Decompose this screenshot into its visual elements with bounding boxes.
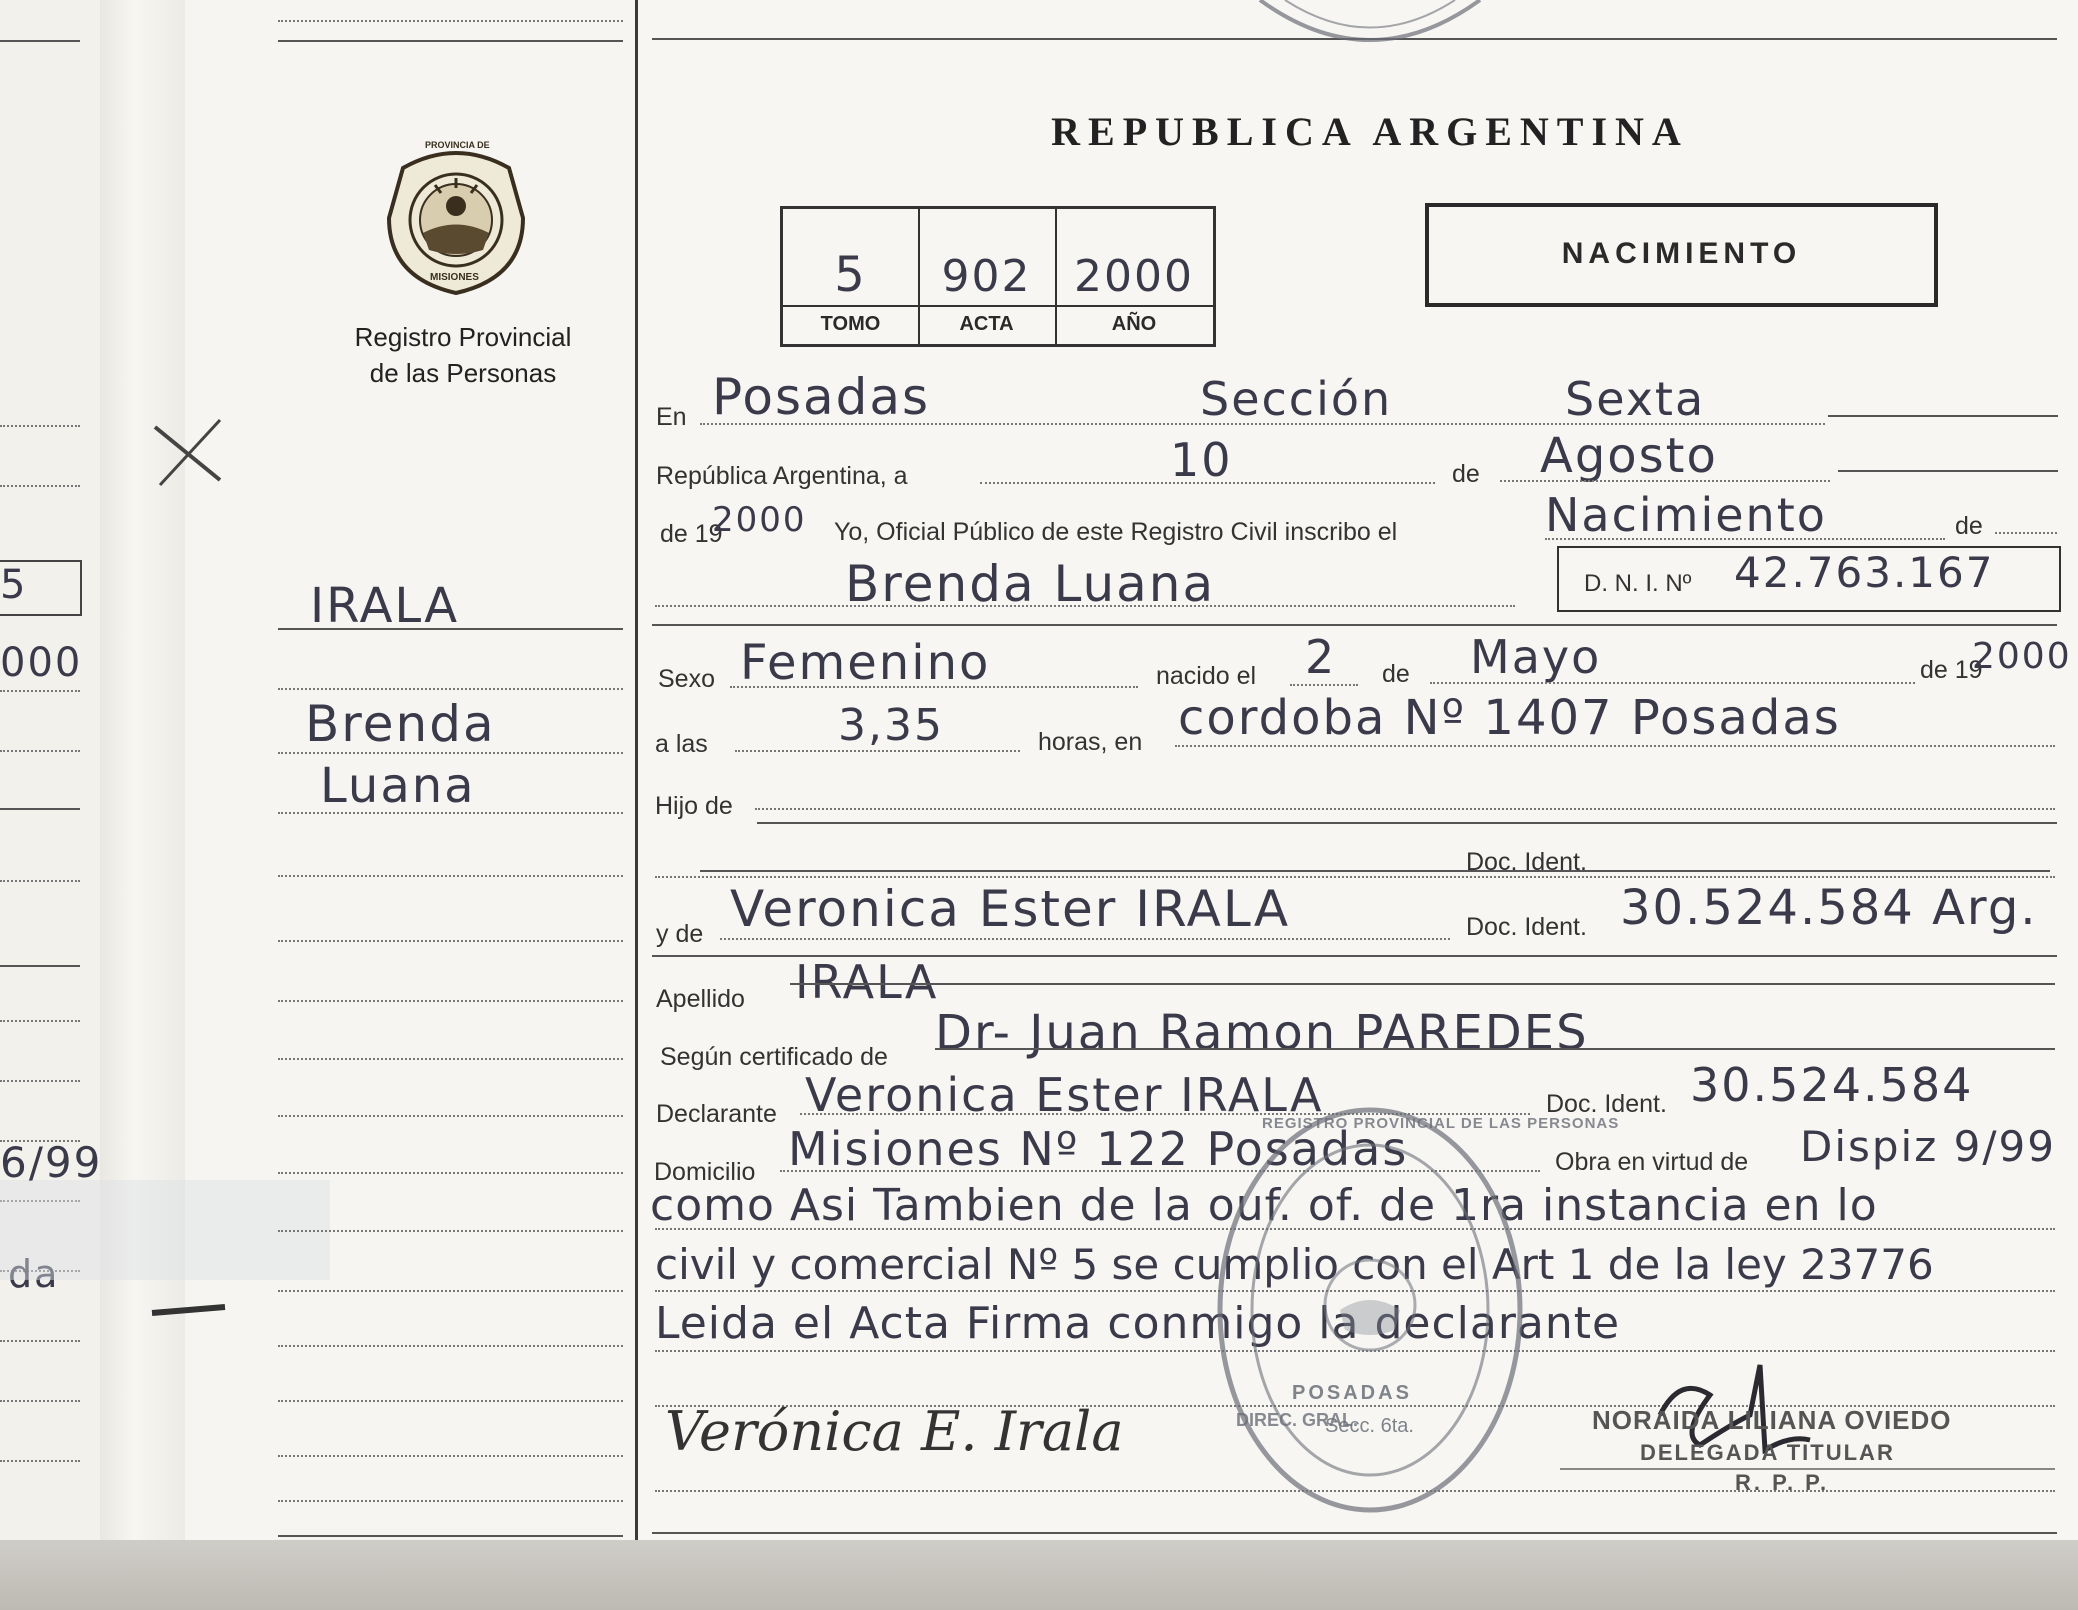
anio-label: AÑO: [1111, 313, 1157, 335]
line-hijo-strike: [757, 822, 2057, 824]
line-hijo: [755, 808, 2055, 810]
yo-text: Yo, Oficial Público de este Registro Civil inscribo el: [834, 518, 1398, 546]
left-lines: [0, 0, 90, 1540]
line-en-end: [1828, 415, 2058, 417]
left-date-fragment: 6/99: [0, 1138, 103, 1187]
section-value: Sexta: [1565, 372, 1706, 426]
left-box-fragment: 5: [0, 562, 28, 608]
day: 10: [1170, 433, 1233, 487]
act-type: Nacimiento: [1545, 488, 1827, 542]
record-box: [780, 206, 1216, 347]
binding-gutter: [100, 0, 185, 1610]
stamp-city: POSADAS: [1292, 1382, 1412, 1404]
country-title: REPUBLICA ARGENTINA: [1051, 109, 1689, 154]
dni-value: 42.763.167: [1734, 548, 1995, 597]
acta-value: 902: [941, 251, 1032, 302]
doc-ident-label-3: Doc. Ident.: [1546, 1090, 1667, 1118]
stamp-ring-left: DIREC. GRAL.: [1236, 1410, 1359, 1430]
obra-value: Dispiz 9/99: [1800, 1122, 2056, 1171]
declarant-signature: Verónica E. Irala: [665, 1400, 1124, 1463]
sexo-label: Sexo: [658, 665, 715, 693]
de-label-1: de: [1452, 460, 1480, 488]
doctor: Dr- Juan Ramon PAREDES: [935, 1005, 1589, 1061]
line-act: [1545, 538, 1945, 540]
line-official: [1560, 1468, 2055, 1470]
line-month-end: [1838, 470, 2058, 472]
y-de-label: y de: [656, 920, 704, 948]
hour: 3,35: [838, 700, 944, 751]
birth-place: cordoba Nº 1407 Posadas: [1178, 690, 1841, 746]
apellido-value: IRALA: [795, 955, 939, 1009]
declarante-doc: 30.524.584: [1690, 1058, 1974, 1112]
apellido-label: Apellido: [656, 985, 745, 1013]
bottom-dots: [655, 1490, 2055, 1492]
divider-1: [652, 624, 2057, 626]
line-apellido: [790, 983, 2055, 985]
de-19-label-2: de 19: [1920, 656, 1983, 684]
line-child: [655, 605, 1515, 607]
official-org: R. P. P.: [1735, 1470, 1830, 1495]
registry-name-2: de las Personas: [369, 358, 557, 388]
seal-text-bottom: MISIONES: [430, 272, 479, 283]
stitch-mark-lower: [150, 1295, 230, 1325]
line-month: [1500, 480, 1830, 482]
section-label: Sección: [1200, 372, 1393, 426]
acta-label: ACTA: [959, 313, 1014, 335]
hijo-label: Hijo de: [655, 792, 733, 820]
line-hijo-2-strike: [700, 870, 2050, 872]
child-name: Brenda Luana: [845, 555, 1216, 613]
segun-label: Según certificado de: [660, 1043, 888, 1071]
anio-value: 2000: [1074, 251, 1194, 302]
mother-doc: 30.524.584 Arg.: [1620, 880, 2038, 936]
nacido-label: nacido el: [1156, 662, 1257, 690]
official-stamp: [1210, 1100, 1530, 1520]
declarante-name: Veronica Ester IRALA: [805, 1068, 1324, 1122]
stub-ruled-lines: [278, 0, 623, 1540]
line-hour: [735, 750, 1020, 752]
stub-given-1: Brenda: [305, 695, 496, 753]
stamp-ring-top: REGISTRO PROVINCIAL DE LAS PERSONAS: [1262, 1115, 1620, 1132]
tomo-label: TOMO: [820, 313, 881, 335]
horas-label: horas, en: [1038, 728, 1143, 756]
stitch-mark: [150, 415, 230, 495]
doc-ident-label-2: Doc. Ident.: [1466, 913, 1587, 941]
domicilio-value: Misiones Nº 122 Posadas: [788, 1122, 1409, 1176]
line-act-end: [1995, 532, 2057, 534]
line-birth-day: [1290, 684, 1358, 686]
mother-name: Veronica Ester IRALA: [730, 880, 1291, 938]
year: 2000: [712, 500, 807, 540]
city: Posadas: [712, 368, 931, 426]
line-place: [1175, 745, 2055, 747]
note-line-2: civil y comercial Nº 5 se cumplio con el Art 1 de la ley 23776: [655, 1240, 1934, 1289]
official-title: DELEGADA TITULAR: [1640, 1440, 1895, 1465]
declarante-label: Declarante: [656, 1100, 777, 1128]
line-sexo: [730, 686, 1138, 688]
registry-name-1: Registro Provincial: [354, 322, 572, 352]
a-las-label: a las: [655, 730, 708, 758]
line-hijo-2: [655, 876, 2055, 878]
de-label-4: de: [1382, 660, 1410, 688]
left-note-fragment: da: [8, 1252, 60, 1296]
line-day: [980, 482, 1435, 484]
line-mother: [720, 938, 1450, 940]
tomo-value: 5: [834, 247, 867, 303]
dni-label: D. N. I. Nº: [1584, 570, 1692, 597]
stub-surname: IRALA: [310, 578, 460, 634]
official-name: NORAIDA LILIANA OVIEDO: [1592, 1405, 1952, 1435]
seal-text-top: PROVINCIA DE: [425, 140, 490, 150]
top-partial-stamp: [1255, 0, 1485, 55]
bottom-rule: [652, 1532, 2057, 1534]
record-type: NACIMIENTO: [1561, 237, 1802, 270]
stamp-section: Secc. 6ta.: [1325, 1415, 1414, 1437]
record-type-box: [1425, 203, 1938, 307]
page-shadow: [0, 1540, 2078, 1610]
de-label-3: de: [1955, 512, 1983, 540]
domicilio-label: Domicilio: [654, 1158, 756, 1186]
republica-label: República Argentina, a: [656, 462, 908, 490]
line-segun: [935, 1048, 2055, 1050]
obra-label: Obra en virtud de: [1555, 1148, 1749, 1176]
en-label: En: [656, 403, 687, 431]
doc-ident-label-1: Doc. Ident.: [1466, 848, 1587, 876]
line-en: [700, 423, 1825, 425]
month: Agosto: [1540, 428, 1718, 484]
birth-day: 2: [1305, 630, 1337, 684]
note-line-1: como Asi Tambien de la ouf. of. de 1ra instancia en lo: [650, 1180, 1878, 1231]
sexo-value: Femenino: [740, 635, 991, 691]
note-line-3: Leida el Acta Firma conmigo la declarante: [655, 1298, 1621, 1349]
stub-given-2: Luana: [320, 758, 476, 814]
left-year-fragment: 000: [0, 640, 83, 686]
birth-month: Mayo: [1470, 630, 1602, 684]
de-19-label: de 19: [660, 520, 723, 548]
line-birth-month: [1430, 682, 1915, 684]
birth-year: 2000: [1972, 636, 2072, 677]
dni-box: [1557, 546, 2061, 612]
